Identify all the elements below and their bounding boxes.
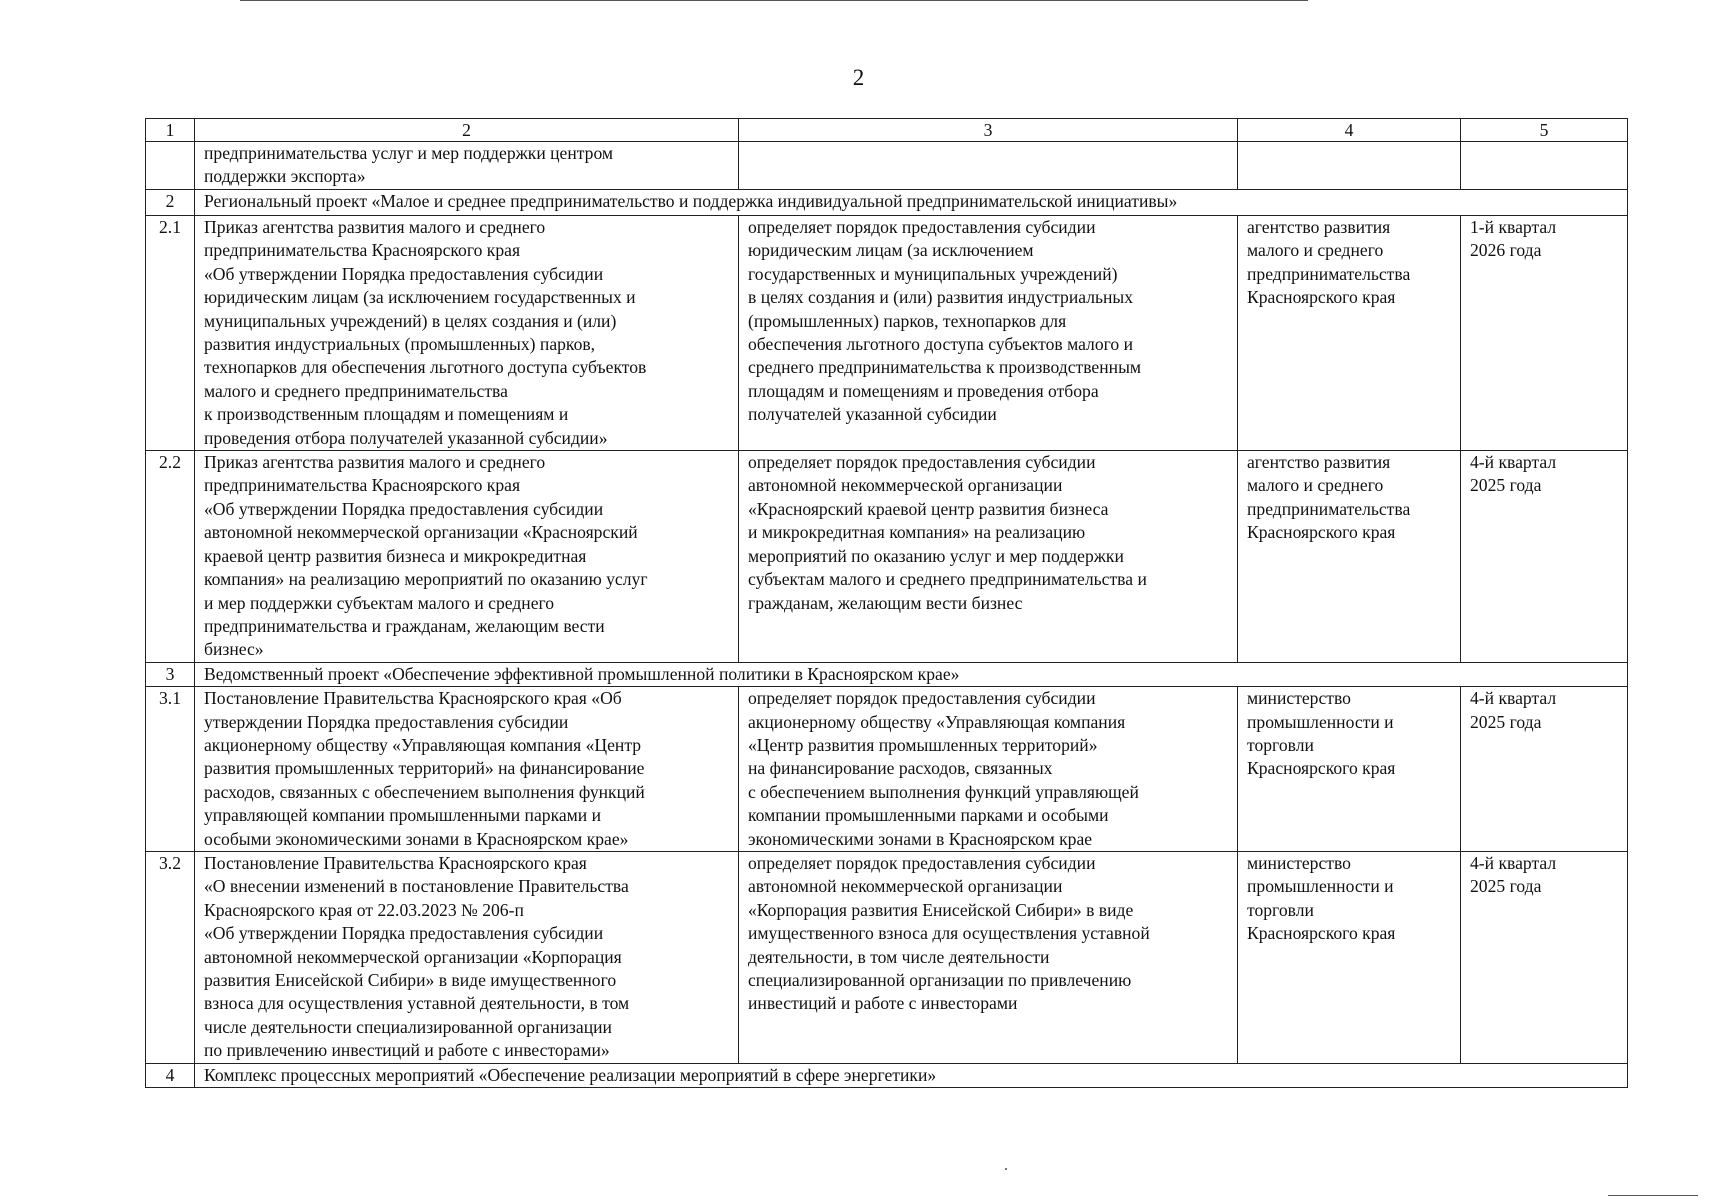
text-line: предпринимательства услуг и мер поддержки центром xyxy=(204,143,614,163)
document-table xyxy=(145,118,1628,1088)
text-line: автономной некоммерческой организации «Корпорация xyxy=(204,946,622,967)
text-line: экономическими зонами в Красноярском крае xyxy=(748,828,1093,849)
responsible-cell xyxy=(1238,142,1461,190)
scan-speck xyxy=(1005,1168,1007,1170)
text-line: «Об утверждении Порядка предоставления субсидии xyxy=(204,498,604,519)
table-row xyxy=(146,851,1628,1063)
table-row xyxy=(146,216,1628,451)
page-number: 2 xyxy=(852,65,865,90)
section-number: 4 xyxy=(146,1063,195,1087)
column-header-1: 1 xyxy=(146,119,195,142)
description-cell xyxy=(739,687,1238,852)
text-line: и мер поддержки субъектам малого и среднего xyxy=(204,592,555,613)
column-header-5: 5 xyxy=(1461,119,1628,142)
text-line: в целях создания и (или) развития индустриальных xyxy=(748,287,1134,308)
deadline-cell xyxy=(1461,687,1628,852)
text-line: юридическим лицам (за исключением государственных и xyxy=(204,287,636,308)
column-number-header-row xyxy=(146,119,1628,142)
text-line: инвестиций и работе с инвесторами xyxy=(748,993,1018,1014)
text-line: Красноярского края от 22.03.2023 № 206-п xyxy=(204,899,524,920)
text-line: муниципальных учреждений) в целях создания и (или) xyxy=(204,310,617,331)
text-line: утверждении Порядка предоставления субсидии xyxy=(204,711,569,732)
section-title-text: Ведомственный проект «Обеспечение эффективной промышленной политики в Красноярском крае» xyxy=(204,663,960,684)
section-row xyxy=(146,1063,1628,1087)
text-line: предпринимательства Красноярского края xyxy=(204,240,521,261)
text-line: государственных и муниципальных учреждений) xyxy=(748,263,1118,284)
text-line: автономной некоммерческой организации xyxy=(748,876,1063,897)
row-number-cell: 2.2 xyxy=(146,451,195,663)
deadline-cell xyxy=(1461,216,1628,451)
text-line: с обеспечением выполнения функций управляющей xyxy=(748,781,1139,802)
text-line: промышленности и xyxy=(1247,876,1394,897)
text-line: деятельности, в том числе деятельности xyxy=(748,946,1050,967)
text-line: 4-й квартал xyxy=(1470,688,1557,709)
document-title-cell xyxy=(195,451,739,663)
text-line: малого и среднего xyxy=(1247,240,1384,261)
text-line: определяет порядок предоставления субсидии xyxy=(748,688,1096,709)
text-line: Красноярского края xyxy=(1247,522,1396,543)
text-line: «Об утверждении Порядка предоставления субсидии xyxy=(204,263,604,284)
text-line: Красноярского края xyxy=(1247,758,1396,779)
text-line: «Об утверждении Порядка предоставления субсидии xyxy=(204,923,604,944)
text-line: 2026 года xyxy=(1470,240,1542,261)
text-line: автономной некоммерческой организации xyxy=(748,475,1063,496)
text-line: поддержки экспорта» xyxy=(204,166,366,187)
description-cell xyxy=(739,451,1238,663)
text-line: Постановление Правительства Красноярского края xyxy=(204,852,587,873)
row-number-cell xyxy=(146,142,195,190)
section-title-text: Региональный проект «Малое и среднее предпринимательство и поддержка индивидуальной предпринимательской инициативы» xyxy=(204,191,1178,211)
table-row xyxy=(146,142,1628,190)
text-line: специализированной организации по привлечению xyxy=(748,970,1132,990)
deadline-cell xyxy=(1461,451,1628,663)
text-line: «Красноярский краевой центр развития бизнеса xyxy=(748,498,1109,519)
text-line: Красноярского края xyxy=(1247,287,1396,308)
text-line: (промышленных) парков, технопарков для xyxy=(748,310,1067,331)
document-title-cell xyxy=(195,142,739,190)
text-line: технопарков для обеспечения льготного доступа субъектов xyxy=(204,357,647,378)
text-line: Постановление Правительства Красноярского края «Об xyxy=(204,688,622,709)
text-line: мероприятий по оказанию услуг и мер поддержки xyxy=(748,545,1124,566)
responsible-cell xyxy=(1238,451,1461,663)
section-row xyxy=(146,190,1628,216)
text-line: 2025 года xyxy=(1470,475,1542,496)
text-line: на финансирование расходов, связанных xyxy=(748,758,1053,779)
text-line: 1-й квартал xyxy=(1470,217,1557,237)
text-line: бизнес» xyxy=(204,639,264,660)
text-line: 2025 года xyxy=(1470,876,1542,897)
text-line: к производственным площадям и помещениям и xyxy=(204,404,569,425)
text-line: особыми экономическими зонами в Красноярском крае» xyxy=(204,828,629,849)
text-line: управляющей компании промышленными парками и xyxy=(204,805,602,826)
section-row xyxy=(146,662,1628,686)
text-line: «Центр развития промышленных территорий» xyxy=(748,734,1098,755)
table-row xyxy=(146,451,1628,663)
row-number-cell: 3.2 xyxy=(146,851,195,1063)
text-line: агентство развития xyxy=(1247,452,1391,473)
text-line: Приказ агентства развития малого и среднего xyxy=(204,217,546,237)
text-line: «О внесении изменений в постановление Правительства xyxy=(204,876,629,897)
section-number: 3 xyxy=(146,662,195,686)
text-line: расходов, связанных с обеспечением выполнения функций xyxy=(204,781,645,802)
text-line: компании промышленными парками и особыми xyxy=(748,805,1109,826)
text-line: «Корпорация развития Енисейской Сибири» в виде xyxy=(748,899,1134,920)
text-line: площадям и помещениям и проведения отбора xyxy=(748,380,1099,401)
text-line: малого и среднего предпринимательства xyxy=(204,380,508,401)
table-row xyxy=(146,687,1628,852)
text-line: определяет порядок предоставления субсидии xyxy=(748,217,1096,237)
text-line: 2025 года xyxy=(1470,711,1542,732)
text-line: министерство xyxy=(1247,688,1351,709)
section-title-text: Комплекс процессных мероприятий «Обеспечение реализации мероприятий в сфере энергетики» xyxy=(204,1064,937,1085)
text-line: развития Енисейской Сибири» в виде имущественного xyxy=(204,970,617,990)
text-line: числе деятельности специализированной организации xyxy=(204,1016,612,1037)
text-line: автономной некоммерческой организации «Красноярский xyxy=(204,522,638,543)
text-line: 4-й квартал xyxy=(1470,852,1557,873)
text-line: Приказ агентства развития малого и среднего xyxy=(204,452,546,473)
document-title-cell xyxy=(195,851,739,1063)
row-number-cell: 3.1 xyxy=(146,687,195,852)
text-line: министерство xyxy=(1247,852,1351,873)
description-cell xyxy=(739,216,1238,451)
text-line: развития промышленных территорий» на финансирование xyxy=(204,758,645,779)
text-line: субъектам малого и среднего предпринимательства и xyxy=(748,569,1147,590)
deadline-cell xyxy=(1461,851,1628,1063)
text-line: предпринимательства Красноярского края xyxy=(204,475,521,496)
text-line: обеспечения льготного доступа субъектов малого и xyxy=(748,334,1134,355)
deadline-cell xyxy=(1461,142,1628,190)
section-title xyxy=(195,190,1628,216)
section-title xyxy=(195,662,1628,686)
section-title xyxy=(195,1063,1628,1087)
text-line: определяет порядок предоставления субсидии xyxy=(748,452,1096,473)
text-line: и микрокредитная компания» на реализацию xyxy=(748,522,1086,543)
text-line: по привлечению инвестиций и работе с инвесторами» xyxy=(204,1040,610,1061)
bottom-scan-line xyxy=(1608,1195,1698,1196)
row-number-cell: 2.1 xyxy=(146,216,195,451)
section-number: 2 xyxy=(146,190,195,216)
text-line: торговли xyxy=(1247,899,1314,920)
column-header-2: 2 xyxy=(195,119,739,142)
text-line: акционерному обществу «Управляющая компания xyxy=(748,711,1126,732)
text-line: развития индустриальных (промышленных) парков, xyxy=(204,334,596,355)
text-line: 4-й квартал xyxy=(1470,452,1557,473)
responsible-cell xyxy=(1238,687,1461,852)
text-line: взноса для осуществления уставной деятельности, в том xyxy=(204,993,630,1014)
document-title-cell xyxy=(195,216,739,451)
text-line: среднего предпринимательства к производственным xyxy=(748,357,1142,378)
responsible-cell xyxy=(1238,216,1461,451)
text-line: акционерному обществу «Управляющая компания «Центр xyxy=(204,734,642,755)
text-line: предпринимательства xyxy=(1247,498,1411,519)
text-line: предпринимательства и гражданам, желающим вести xyxy=(204,615,605,636)
text-line: юридическим лицам (за исключением xyxy=(748,240,1034,261)
responsible-cell xyxy=(1238,851,1461,1063)
description-cell xyxy=(739,142,1238,190)
top-scan-line xyxy=(240,0,1308,1)
text-line: промышленности и xyxy=(1247,711,1394,732)
text-line: получателей указанной субсидии xyxy=(748,404,997,425)
text-line: проведения отбора получателей указанной субсидии» xyxy=(204,427,608,448)
column-header-4: 4 xyxy=(1238,119,1461,142)
column-header-3: 3 xyxy=(739,119,1238,142)
document-title-cell xyxy=(195,687,739,852)
text-line: малого и среднего xyxy=(1247,475,1384,496)
text-line: определяет порядок предоставления субсидии xyxy=(748,852,1096,873)
text-line: Красноярского края xyxy=(1247,923,1396,944)
text-line: компания» на реализацию мероприятий по оказанию услуг xyxy=(204,569,648,590)
text-line: предпринимательства xyxy=(1247,263,1411,284)
description-cell xyxy=(739,851,1238,1063)
text-line: гражданам, желающим вести бизнес xyxy=(748,592,1023,613)
text-line: краевой центр развития бизнеса и микрокредитная xyxy=(204,545,587,566)
text-line: агентство развития xyxy=(1247,217,1391,237)
text-line: имущественного взноса для осуществления уставной xyxy=(748,923,1150,944)
text-line: торговли xyxy=(1247,734,1314,755)
